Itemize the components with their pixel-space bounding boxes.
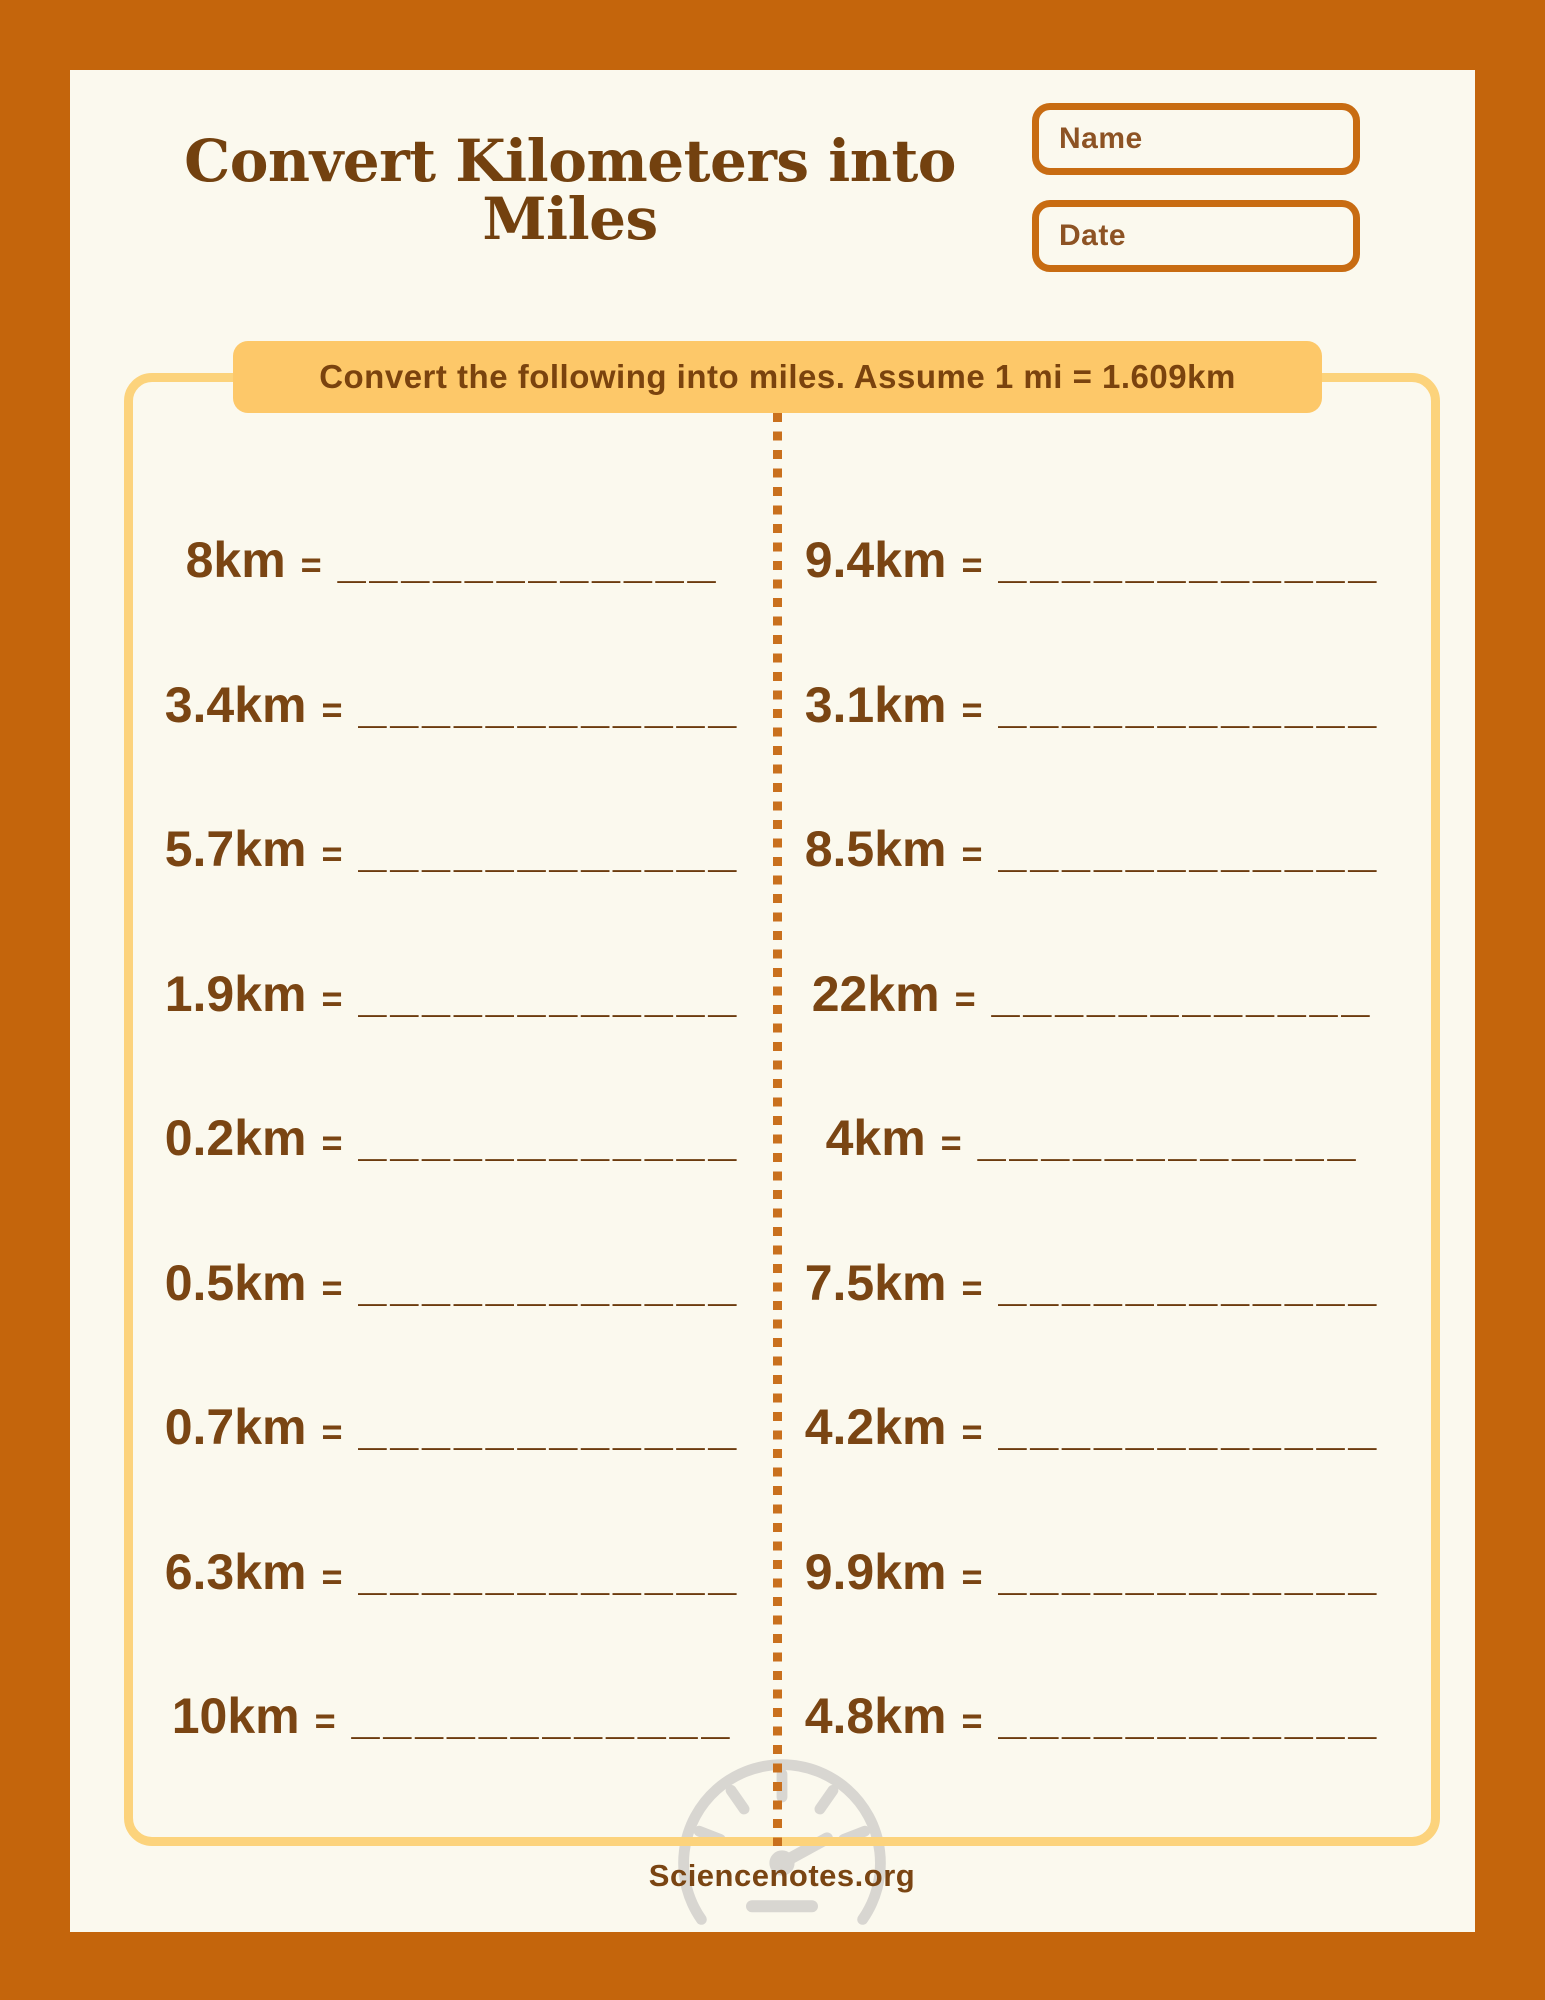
km-unit: km (874, 821, 947, 878)
km-value: 1.9 (164, 965, 235, 1022)
equals-sign: = (321, 833, 343, 875)
date-field[interactable] (1032, 200, 1360, 272)
km-unit: km (234, 1399, 307, 1456)
km-unit: km (874, 676, 947, 733)
problem-label (805, 820, 983, 878)
km-unit: km (227, 1688, 300, 1745)
footer-site-name: Sciencenotes.org (648, 1858, 916, 1893)
km-value: 3.4 (164, 676, 235, 733)
km-value: 4 (825, 1110, 854, 1167)
km-unit: km (874, 1688, 947, 1745)
km-unit: km (853, 1110, 926, 1167)
answer-blank[interactable]: ____________ (998, 1399, 1381, 1456)
km-unit: km (874, 1254, 947, 1311)
page-title: Convert Kilometers into Miles (184, 127, 956, 253)
equals-sign: = (321, 1411, 343, 1453)
km-value: 6.3 (164, 1543, 235, 1600)
problem-row (770, 1355, 1415, 1500)
problem-label (826, 1109, 962, 1167)
answer-blank[interactable]: ____________ (358, 1399, 741, 1456)
km-unit: km (234, 1110, 307, 1167)
problem-label (805, 1398, 983, 1456)
km-value: 7.5 (804, 1254, 875, 1311)
answer-blank[interactable]: ____________ (998, 1543, 1381, 1600)
date-field-label: Date (1059, 219, 1127, 252)
problem-label (186, 531, 322, 589)
name-field[interactable] (1032, 103, 1360, 175)
equals-sign: = (321, 1122, 343, 1164)
km-unit: km (874, 532, 947, 589)
equals-sign: = (321, 688, 343, 730)
km-unit: km (234, 821, 307, 878)
problem-label (805, 1687, 983, 1745)
problem-label (805, 676, 983, 734)
problem-label (805, 1254, 983, 1312)
equals-sign: = (961, 1555, 983, 1597)
problem-row (770, 633, 1415, 778)
km-unit: km (213, 532, 286, 589)
problem-row (770, 1211, 1415, 1356)
km-value: 9.9 (804, 1543, 875, 1600)
equals-sign: = (961, 1700, 983, 1742)
km-value: 10 (171, 1688, 228, 1745)
equals-sign: = (961, 1411, 983, 1453)
problem-row (770, 488, 1415, 633)
km-unit: km (874, 1399, 947, 1456)
problem-label (165, 1398, 343, 1456)
problem-row (130, 633, 775, 778)
answer-blank[interactable]: ____________ (991, 965, 1374, 1022)
problem-label (165, 1254, 343, 1312)
problem-label (165, 965, 343, 1023)
km-unit: km (234, 676, 307, 733)
equals-sign: = (961, 1266, 983, 1308)
equals-sign: = (321, 1266, 343, 1308)
answer-blank[interactable]: ____________ (998, 1688, 1381, 1745)
problem-label (165, 1543, 343, 1601)
problem-row (130, 922, 775, 1067)
problem-label (805, 1543, 983, 1601)
problem-label (165, 1109, 343, 1167)
problem-row (130, 488, 775, 633)
km-unit: km (867, 965, 940, 1022)
problem-row (130, 1355, 775, 1500)
instruction-banner (233, 341, 1322, 413)
answer-blank[interactable]: ____________ (358, 965, 741, 1022)
answer-blank[interactable]: ____________ (977, 1110, 1360, 1167)
km-value: 8.5 (804, 821, 875, 878)
answer-blank[interactable]: ____________ (358, 821, 741, 878)
problem-row (130, 1500, 775, 1645)
problem-row (770, 777, 1415, 922)
problem-row (130, 1211, 775, 1356)
km-value: 4.8 (804, 1688, 875, 1745)
problem-row (130, 777, 775, 922)
km-value: 3.1 (804, 676, 875, 733)
answer-blank[interactable]: ____________ (358, 1110, 741, 1167)
answer-blank[interactable]: ____________ (358, 1254, 741, 1311)
equals-sign: = (300, 544, 322, 586)
km-value: 8 (185, 532, 214, 589)
problem-row (130, 1066, 775, 1211)
problem-label (165, 820, 343, 878)
problem-row (770, 922, 1415, 1067)
problem-label (172, 1687, 336, 1745)
problem-row (770, 1066, 1415, 1211)
answer-blank[interactable]: ____________ (998, 676, 1381, 733)
km-value: 9.4 (804, 532, 875, 589)
problem-row (770, 1500, 1415, 1645)
problem-label (165, 676, 343, 734)
equals-sign: = (940, 1122, 962, 1164)
equals-sign: = (321, 1555, 343, 1597)
problems-column-left (130, 488, 775, 1789)
equals-sign: = (954, 977, 976, 1019)
problem-row (130, 1644, 775, 1789)
problem-label (805, 531, 983, 589)
answer-blank[interactable]: ____________ (358, 676, 741, 733)
km-value: 0.2 (164, 1110, 235, 1167)
equals-sign: = (961, 833, 983, 875)
equals-sign: = (961, 544, 983, 586)
answer-blank[interactable]: ____________ (998, 532, 1381, 589)
km-unit: km (874, 1543, 947, 1600)
answer-blank[interactable]: ____________ (351, 1688, 734, 1745)
km-unit: km (234, 965, 307, 1022)
problem-row (770, 1644, 1415, 1789)
answer-blank[interactable]: ____________ (998, 1254, 1381, 1311)
km-value: 0.5 (164, 1254, 235, 1311)
km-value: 22 (811, 965, 868, 1022)
name-field-label: Name (1059, 122, 1143, 155)
km-value: 5.7 (164, 821, 235, 878)
km-unit: km (234, 1543, 307, 1600)
equals-sign: = (321, 977, 343, 1019)
km-unit: km (234, 1254, 307, 1311)
equals-sign: = (314, 1700, 336, 1742)
problems-column-right (770, 488, 1415, 1789)
equals-sign: = (961, 688, 983, 730)
km-value: 0.7 (164, 1399, 235, 1456)
answer-blank[interactable]: ____________ (337, 532, 720, 589)
answer-blank[interactable]: ____________ (998, 821, 1381, 878)
answer-blank[interactable]: ____________ (358, 1543, 741, 1600)
problem-label (812, 965, 976, 1023)
km-value: 4.2 (804, 1399, 875, 1456)
instruction-text: Convert the following into miles. Assume 1 mi = 1.609km (319, 358, 1236, 395)
